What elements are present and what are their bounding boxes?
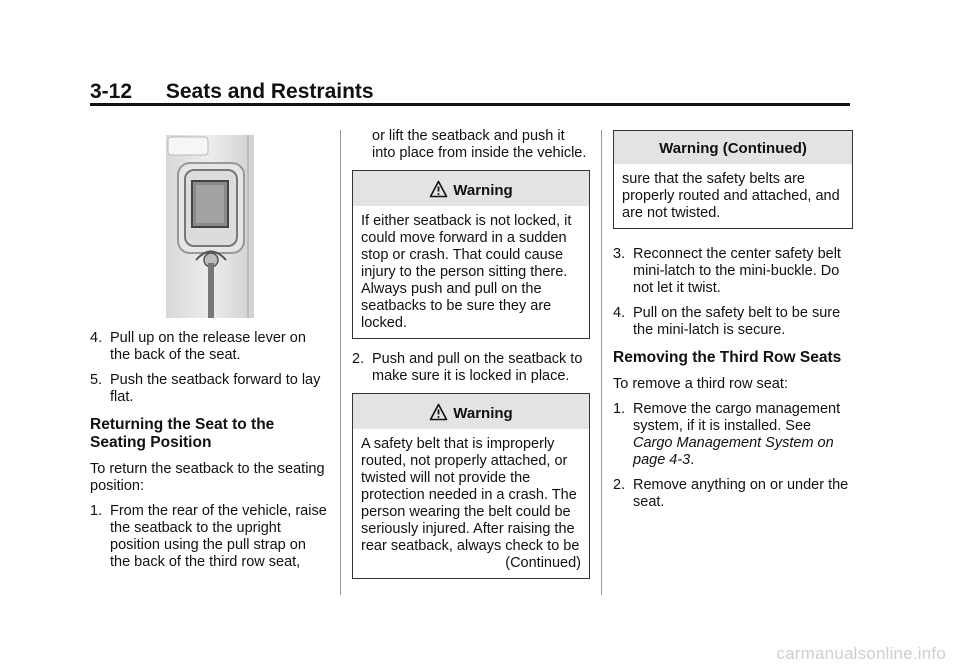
page-number: 3-12 (90, 80, 133, 103)
section-title: Seats and Restraints (165, 80, 374, 103)
column-divider (601, 130, 602, 595)
intro-text: To remove a third row seat: (613, 376, 788, 392)
step-3: 3. Reconnect the center safety belt mini-latch to the mini-buckle. Do not let it twist. (613, 246, 841, 296)
step-4: 4. Pull on the safety belt to be sure the mini-latch is secure. (613, 305, 841, 338)
warning-box-continued (613, 130, 853, 229)
step-4: 4. Pull up on the release lever on the back of the seat. (90, 330, 306, 363)
intro-text: To return the seatback to the seating position: (90, 461, 325, 494)
warning-box (352, 393, 590, 579)
column-1 (90, 133, 328, 579)
continued-label: (Continued) (505, 555, 581, 571)
warning-box (352, 170, 590, 339)
watermark: carmanualsonline.info (776, 644, 946, 663)
warning-triangle-icon (429, 403, 448, 421)
warning-header: Warning (Continued) (614, 131, 852, 164)
cross-reference-link[interactable]: Cargo Management System on page 4-3 (633, 435, 834, 468)
column-3 (613, 128, 853, 519)
warning-triangle-icon (429, 180, 448, 198)
warning-title: Warning (453, 182, 513, 199)
warning-header (353, 171, 589, 206)
seat-release-lever-illustration (90, 133, 328, 318)
header-rule (90, 103, 850, 106)
page-header (90, 80, 374, 104)
seat-release-lever-icon (90, 133, 328, 318)
section-heading-returning-seat: Returning the Seat to the Seating Position (90, 416, 275, 451)
section-heading-removing-seats: Removing the Third Row Seats (613, 349, 842, 366)
column-2 (352, 128, 590, 591)
column-divider (340, 130, 341, 595)
step-5: 5. Push the seatback forward to lay flat. (90, 372, 321, 405)
warning-header (353, 394, 589, 429)
step-1: 1. From the rear of the vehicle, raise the seatback to the upright position using the pull strap on the back of the third row seat, (90, 503, 327, 570)
remove-step-1: 1. Remove the cargo management system, if it is installed. See Cargo Management System on page 4-3. (613, 401, 841, 468)
step-2: 2. Push and pull on the seatback to make sure it is locked in place. (352, 351, 583, 384)
warning-body: A safety belt that is improperly routed, not properly attached, or twisted will not provide the protection needed in a crash. The person wearing the belt could be seriously injured. After raising the rear seatback, always check to be (361, 436, 580, 554)
remove-step-2: 2. Remove anything on or under the seat. (613, 477, 849, 510)
warning-body: If either seatback is not locked, it could move forward in a sudden stop or crash. That could cause injury to the person sitting there. Always push and pull on the seatbacks to be sure they are locked. (361, 213, 572, 331)
warning-title: Warning (453, 405, 513, 422)
warning-body: sure that the safety belts are properly routed and attached, and are not twisted. (622, 171, 840, 221)
continued-step-text: or lift the seatback and push it into place from inside the vehicle. (372, 128, 587, 161)
